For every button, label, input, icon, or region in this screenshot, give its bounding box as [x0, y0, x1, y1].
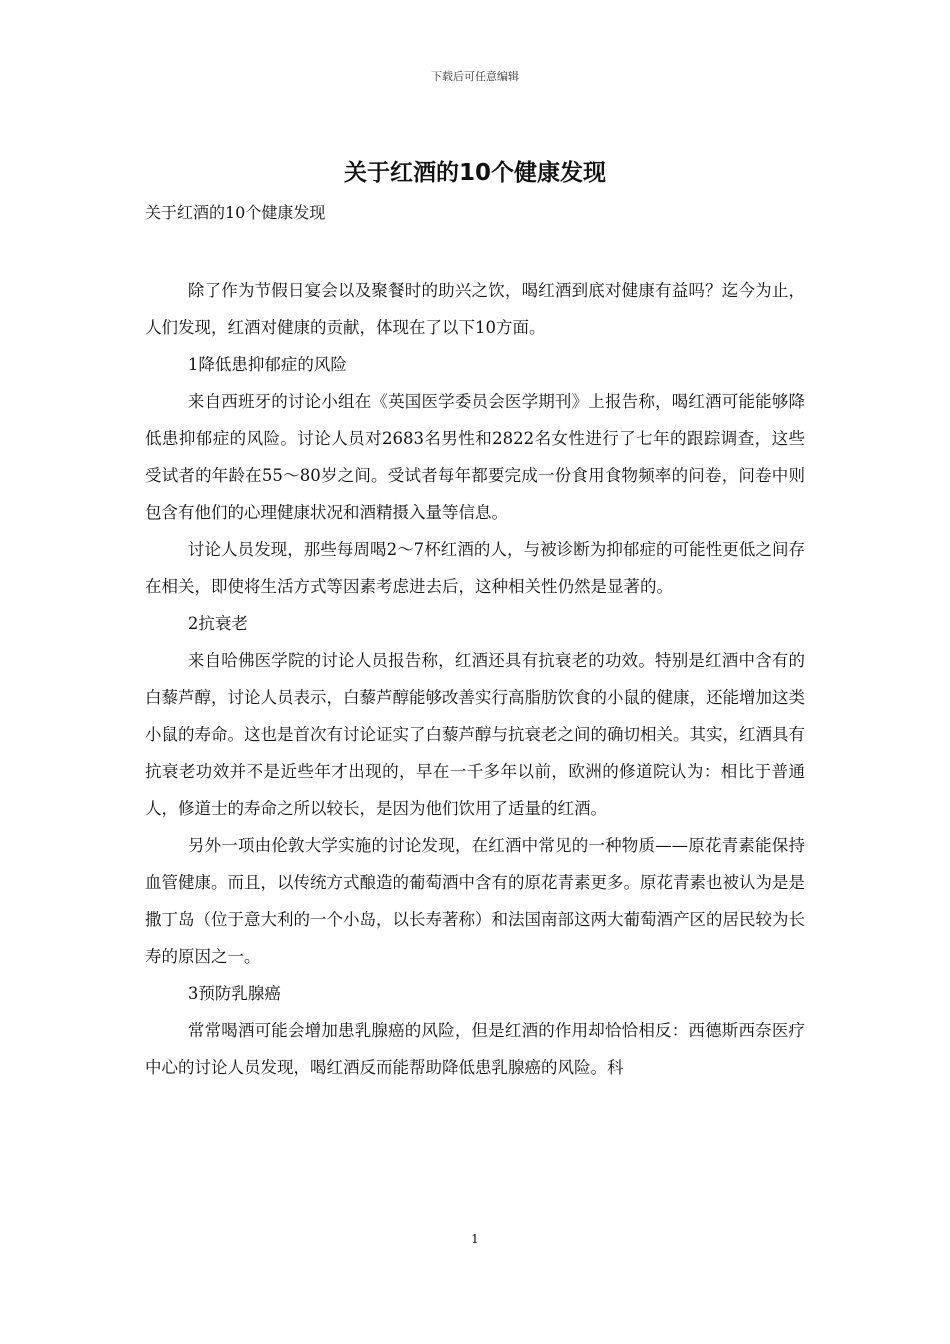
page-number: 1 [471, 1232, 479, 1246]
header-note: 下载后可任意编辑 [431, 70, 519, 83]
body-paragraph: 讨论人员发现，那些每周喝2～7杯红酒的人，与被诊断为抑郁症的可能性更低之间存在相关，即使将生活方式等因素考虑进去后，这种相关性仍然是显著的。 [145, 540, 805, 596]
body-paragraph: 来自哈佛医学院的讨论人员报告称，红酒还具有抗衰老的功效。特别是红酒中含有的白藜芦醇，讨论人员表示，白藜芦醇能够改善实行高脂肪饮食的小鼠的健康，还能增加这类小鼠的寿命。这也是首次有讨论证实了白藜芦醇与抗衰老之间的确切相关。其实，红酒具有抗衰老功效并不是近些年才出现的，早在一千多年以前，欧洲的修道院认为：相比于普通人，修道士的寿命之所以较长，是因为他们饮用了适量的红酒。 [145, 651, 805, 818]
section-heading-2: 2抗衰老 [187, 614, 248, 633]
body-paragraph: 另外一项由伦敦大学实施的讨论发现，在红酒中常见的一种物质——原花青素能保持血管健康。而且，以传统方式酿造的葡萄酒中含有的原花青素更多。原花青素也被认为是是撒丁岛（位于意大利的一个小岛，以长寿著称）和法国南部这两大葡萄酒产区的居民较为长寿的原因之一。 [145, 836, 805, 966]
section-heading-1: 1降低患抑郁症的风险 [187, 355, 347, 374]
intro-paragraph: 除了作为节假日宴会以及聚餐时的助兴之饮，喝红酒到底对健康有益吗？迄今为止，人们发现，红酒对健康的贡献，体现在了以下10方面。 [145, 281, 805, 337]
section-heading-3: 3预防乳腺癌 [187, 984, 281, 1003]
document-subtitle: 关于红酒的10个健康发现 [145, 203, 326, 222]
body-paragraph: 常常喝酒可能会增加患乳腺癌的风险，但是红酒的作用却恰恰相反：西德斯西奈医疗中心的讨论人员发现，喝红酒反而能帮助降低患乳腺癌的风险。科 [145, 1021, 805, 1077]
body-paragraph: 来自西班牙的讨论小组在《英国医学委员会医学期刊》上报告称，喝红酒可能能够降低患抑郁症的风险。讨论人员对2683名男性和2822名女性进行了七年的跟踪调查，这些受试者的年龄在55～80岁之间。受试者每年都要完成一份食用食物频率的问卷，问卷中则包含有他们的心理健康状况和酒精摄入量等信息。 [145, 392, 805, 522]
document-title: 关于红酒的10个健康发现 [343, 160, 606, 186]
body-text [145, 272, 805, 1086]
